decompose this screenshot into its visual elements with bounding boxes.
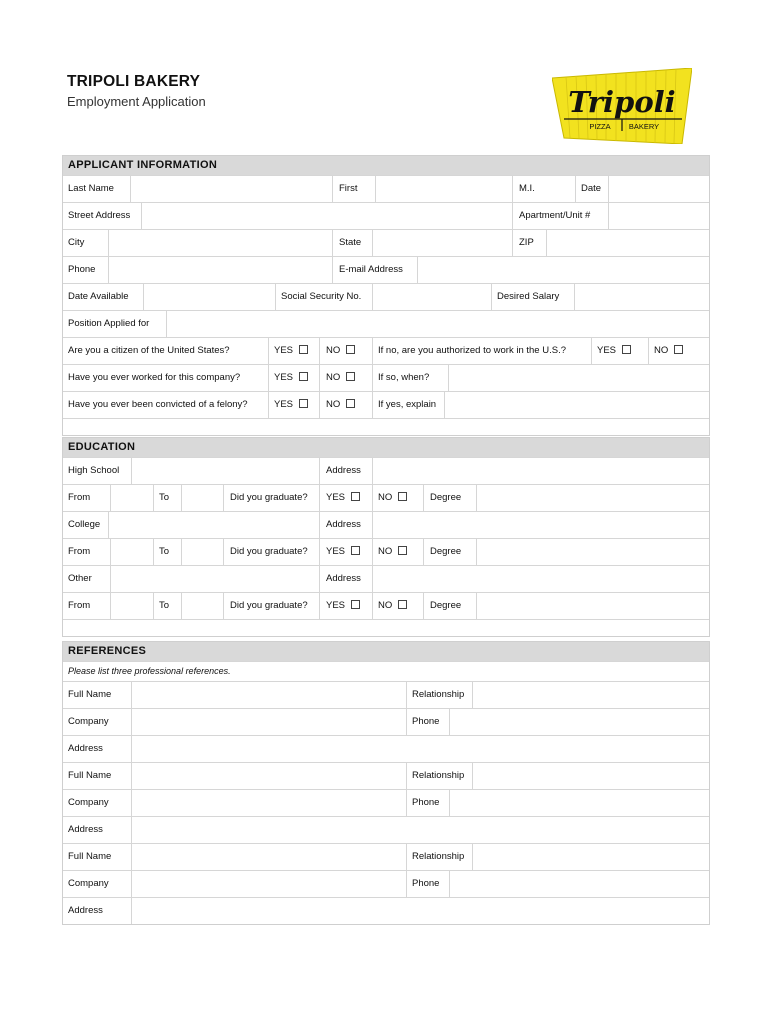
relationship-label: Relationship bbox=[412, 770, 465, 781]
position-row bbox=[63, 310, 709, 337]
city-label: City bbox=[68, 237, 85, 248]
address-label: Address bbox=[326, 573, 361, 584]
degree-label: Degree bbox=[430, 600, 462, 611]
full-name-label: Full Name bbox=[68, 851, 112, 862]
felony-no-option[interactable] bbox=[326, 392, 355, 418]
applicant-section bbox=[62, 155, 710, 436]
last-name-label: Last Name bbox=[68, 183, 114, 194]
checkbox[interactable] bbox=[351, 492, 360, 501]
checkbox[interactable] bbox=[351, 546, 360, 555]
phone-label: Phone bbox=[412, 797, 440, 808]
company-label: Company bbox=[68, 878, 109, 889]
worked-question: Have you ever worked for this company? bbox=[68, 372, 241, 383]
city-row bbox=[63, 229, 709, 256]
checkbox[interactable] bbox=[299, 372, 308, 381]
reference-3-company-row bbox=[63, 870, 709, 897]
felony-yes-option[interactable] bbox=[274, 392, 308, 418]
authorized-no-option[interactable] bbox=[654, 338, 683, 364]
no-label: NO bbox=[378, 492, 393, 503]
address-label: Address bbox=[326, 519, 361, 530]
section-spacer bbox=[63, 619, 709, 636]
high-school-label: High School bbox=[68, 465, 120, 476]
graduate-no-option[interactable] bbox=[378, 485, 407, 511]
checkbox[interactable] bbox=[674, 345, 683, 354]
checkbox[interactable] bbox=[346, 399, 355, 408]
zip-label: ZIP bbox=[519, 237, 534, 248]
citizen-no-option[interactable] bbox=[326, 338, 355, 364]
references-section bbox=[62, 641, 710, 925]
relationship-label: Relationship bbox=[412, 689, 465, 700]
no-label: NO bbox=[654, 345, 669, 356]
phone-label: Phone bbox=[412, 716, 440, 727]
worked-row bbox=[63, 364, 709, 391]
position-label: Position Applied for bbox=[68, 318, 150, 329]
logo-wordmark: Tripoli bbox=[568, 85, 676, 119]
section-heading: REFERENCES bbox=[63, 642, 709, 661]
reference-1-name-row bbox=[63, 681, 709, 708]
graduate-no-option[interactable] bbox=[378, 593, 407, 619]
apartment-label: Apartment/Unit # bbox=[519, 210, 591, 221]
other-dates-row bbox=[63, 592, 709, 619]
to-label: To bbox=[159, 600, 170, 611]
address-label: Address bbox=[68, 905, 103, 916]
first-name-label: First bbox=[339, 183, 358, 194]
from-label: From bbox=[68, 546, 91, 557]
degree-label: Degree bbox=[430, 546, 462, 557]
section-spacer bbox=[63, 418, 709, 435]
high-school-dates-row bbox=[63, 484, 709, 511]
state-label: State bbox=[339, 237, 362, 248]
reference-1-address-row bbox=[63, 735, 709, 762]
salary-label: Desired Salary bbox=[497, 291, 560, 302]
citizen-row bbox=[63, 337, 709, 364]
yes-label: YES bbox=[326, 492, 346, 503]
worked-no-option[interactable] bbox=[326, 365, 355, 391]
email-label: E-mail Address bbox=[339, 264, 403, 275]
references-note: Please list three professional references. bbox=[68, 666, 231, 676]
checkbox[interactable] bbox=[351, 600, 360, 609]
street-row bbox=[63, 202, 709, 229]
no-label: NO bbox=[378, 600, 393, 611]
citizen-yes-option[interactable] bbox=[274, 338, 308, 364]
mi-label: M.I. bbox=[519, 183, 535, 194]
yes-label: YES bbox=[274, 372, 294, 383]
full-name-label: Full Name bbox=[68, 689, 112, 700]
address-label: Address bbox=[68, 743, 103, 754]
logo-tag-bakery: BAKERY bbox=[628, 122, 660, 131]
other-row bbox=[63, 565, 709, 592]
street-address-label: Street Address bbox=[68, 210, 131, 221]
high-school-row bbox=[63, 457, 709, 484]
section-heading: EDUCATION bbox=[63, 438, 709, 457]
no-label: NO bbox=[326, 399, 341, 410]
company-label: Company bbox=[68, 716, 109, 727]
degree-label: Degree bbox=[430, 492, 462, 503]
address-label: Address bbox=[326, 465, 361, 476]
worked-yes-option[interactable] bbox=[274, 365, 308, 391]
college-label: College bbox=[68, 519, 101, 530]
checkbox[interactable] bbox=[398, 600, 407, 609]
name-row bbox=[63, 175, 709, 202]
yes-label: YES bbox=[326, 546, 346, 557]
checkbox[interactable] bbox=[398, 492, 407, 501]
relationship-label: Relationship bbox=[412, 851, 465, 862]
no-label: NO bbox=[326, 345, 341, 356]
availability-row bbox=[63, 283, 709, 310]
from-label: From bbox=[68, 600, 91, 611]
address-label: Address bbox=[68, 824, 103, 835]
checkbox[interactable] bbox=[398, 546, 407, 555]
felony-question: Have you ever been convicted of a felony? bbox=[68, 399, 248, 410]
graduate-yes-option[interactable] bbox=[326, 593, 360, 619]
date-label: Date bbox=[581, 183, 602, 194]
form-subtitle: Employment Application bbox=[67, 94, 206, 109]
education-section bbox=[62, 437, 710, 637]
no-label: NO bbox=[378, 546, 393, 557]
graduate-question: Did you graduate? bbox=[230, 492, 308, 503]
yes-label: YES bbox=[326, 600, 346, 611]
tripoli-logo bbox=[552, 68, 692, 144]
from-label: From bbox=[68, 492, 91, 503]
college-row bbox=[63, 511, 709, 538]
graduate-no-option[interactable] bbox=[378, 539, 407, 565]
yes-label: YES bbox=[274, 345, 294, 356]
form-title: TRIPOLI BAKERY bbox=[67, 73, 201, 90]
yes-label: YES bbox=[597, 345, 617, 356]
phone-row bbox=[63, 256, 709, 283]
checkbox[interactable] bbox=[346, 345, 355, 354]
graduate-question: Did you graduate? bbox=[230, 546, 308, 557]
checkbox[interactable] bbox=[346, 372, 355, 381]
date-available-label: Date Available bbox=[68, 291, 129, 302]
no-label: NO bbox=[326, 372, 341, 383]
reference-2-company-row bbox=[63, 789, 709, 816]
ssn-label: Social Security No. bbox=[281, 291, 362, 302]
to-label: To bbox=[159, 492, 170, 503]
reference-2-address-row bbox=[63, 816, 709, 843]
to-label: To bbox=[159, 546, 170, 557]
reference-3-address-row bbox=[63, 897, 709, 924]
yes-label: YES bbox=[274, 399, 294, 410]
reference-3-name-row bbox=[63, 843, 709, 870]
reference-1-company-row bbox=[63, 708, 709, 735]
section-heading: APPLICANT INFORMATION bbox=[63, 156, 709, 175]
reference-2-name-row bbox=[63, 762, 709, 789]
checkbox[interactable] bbox=[299, 345, 308, 354]
citizen-question: Are you a citizen of the United States? bbox=[68, 345, 230, 356]
checkbox[interactable] bbox=[299, 399, 308, 408]
felony-row bbox=[63, 391, 709, 418]
graduate-question: Did you graduate? bbox=[230, 600, 308, 611]
graduate-yes-option[interactable] bbox=[326, 485, 360, 511]
phone-label: Phone bbox=[412, 878, 440, 889]
phone-label: Phone bbox=[68, 264, 96, 275]
when-question: If so, when? bbox=[378, 372, 430, 383]
authorized-yes-option[interactable] bbox=[597, 338, 631, 364]
college-dates-row bbox=[63, 538, 709, 565]
logo-tag-pizza: PIZZA bbox=[589, 122, 611, 131]
authorized-question: If no, are you authorized to work in the U.S.? bbox=[378, 345, 566, 356]
full-name-label: Full Name bbox=[68, 770, 112, 781]
company-label: Company bbox=[68, 797, 109, 808]
checkbox[interactable] bbox=[622, 345, 631, 354]
explain-question: If yes, explain bbox=[378, 399, 437, 410]
other-label: Other bbox=[68, 573, 92, 584]
graduate-yes-option[interactable] bbox=[326, 539, 360, 565]
references-note-row bbox=[63, 661, 709, 681]
